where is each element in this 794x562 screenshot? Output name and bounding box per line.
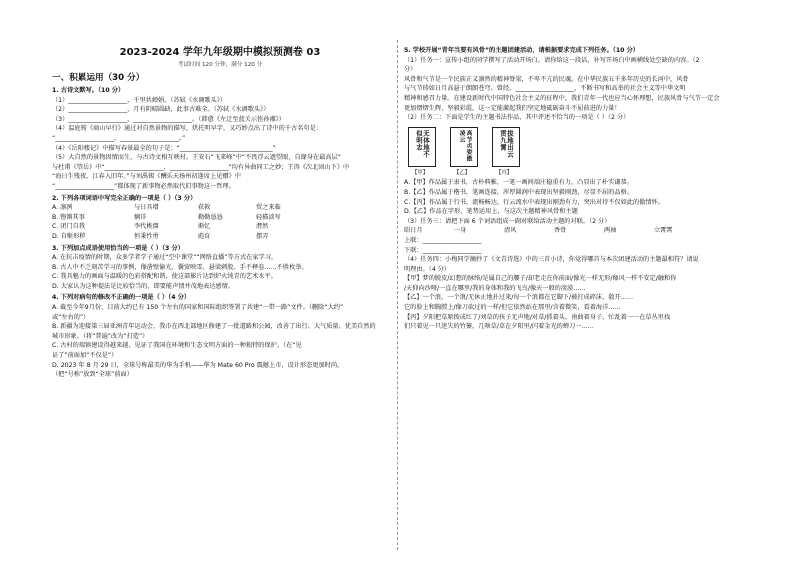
- word-item: 一身: [454, 227, 467, 235]
- couplet-words: [404, 226, 744, 236]
- option-b-cont: 城市形象。（将“普遍”改为“打造”）: [52, 332, 149, 340]
- upper-couplet: 上联：___________________: [404, 236, 482, 244]
- task-1-cont: 分）: [404, 66, 417, 74]
- poem-bing: 【丙】夕阳把草原拨成红了/刘草的孩子无声地/对草/抓着头，南曲着身子，忙乱着一一在草丛里找: [404, 313, 671, 321]
- option-cell: 恒秉性勇: [134, 232, 159, 240]
- question-2-head: 2. 下列各项词语中写完全正确的一项是（ ）（3 分）: [52, 194, 197, 202]
- question-4-head: 4. 下列对病句的修改不正确的一项是（ ）（4 分）: [52, 294, 191, 302]
- passage-line: 更加熠熠生辉、坚毅彩霞，这一定能激起我们坚定地砥砺奋斗不屈前进的力量！: [404, 104, 621, 112]
- exam-subtitle: 考试时间 120 分钟，满分 120 分: [177, 62, 263, 68]
- word-item: 立霄霄: [654, 227, 673, 235]
- passage-line: 风骨和气节是一个民族正义凛然的精神脊梁，不卑不亢的民魂。在中华民族五千多年历史的长河中，风骨: [404, 75, 689, 83]
- left-column: [52, 46, 388, 380]
- option-d: D.【乙】作品在字形，笔势运用上，与这次主题精神风骨和主题: [404, 208, 578, 216]
- q1-line: “海日生残夜，江春入旧年。”与刘禹锡《酬乐天扬州初逢席上见赠》中: [52, 173, 241, 181]
- option-cell: 勤勤恳恳: [198, 213, 223, 221]
- option-d: D. 2023 年 8 月 29 日，全球号称最美的华为手机——华为 Mate 60 Pro 震撼上市，设计形态更加时尚。: [52, 361, 344, 369]
- calligraphy-text: 高节贞姿傲凌云: [458, 129, 471, 162]
- task-4-cont: 明理由。（4 分）: [404, 265, 451, 273]
- question-5: [404, 46, 744, 332]
- column-divider: [397, 40, 398, 550]
- option-cell: 李代桃僵: [134, 223, 159, 231]
- caption-bing: 【丙】: [496, 169, 513, 176]
- option-row: [52, 232, 388, 242]
- q1-line: （3）___________________，___________________。（韩愈《左迁至蓝关示侄孙湘》）: [52, 115, 285, 123]
- calligraphy-text: 拔地出云贯九霄: [499, 129, 514, 158]
- poem-bing-cont: 们只着见一只迷失的竹篓，几啥草/草在夕阳里/闪着金光的蝉刀一……: [404, 323, 594, 331]
- option-cell: 轻描淡写: [256, 213, 281, 221]
- option-a: A. 在抗击疫情的时期，众多学者学子通过“空中课堂”“网络直播”等方式在家学习。: [52, 254, 278, 262]
- option-cell: 与日具增: [134, 204, 159, 212]
- word-item: 两袖: [604, 227, 617, 235]
- q1-line: “___________________”都体现了新事物必然取代旧事物这一哲理。: [52, 182, 235, 190]
- section-heading: 一、积累运用（30 分）: [52, 73, 145, 83]
- option-cell: 摆弄: [256, 232, 269, 240]
- option-c-cont: 证了”前面加“不仅是”）: [52, 352, 118, 360]
- calligraphy-works: [408, 127, 744, 167]
- option-cell: A. 凛冽: [52, 204, 73, 212]
- question-3-head: 3. 下列加点成语使用恰当的一项是（ ）（3 分）: [52, 244, 184, 252]
- question-1-head: 1. 古诗文默写。（10 分）: [52, 87, 125, 94]
- option-b: B. 新疆为迎接第三届亚洲青年运动会，我市在西北部地区修建了一批道路和公园，改善了出行、大气质量、优美自然的: [52, 323, 376, 331]
- question-2: [52, 194, 388, 242]
- option-cell: C. 闭门自我: [52, 223, 86, 231]
- q1-line: （1）___________________，千里共婵娟。（苏轼《水调歌头》）: [52, 96, 227, 104]
- calligraphy-text: 无体地不似明志: [415, 129, 430, 158]
- lower-couplet: 下联：___________________: [404, 246, 482, 254]
- option-cell: 获救: [198, 204, 211, 212]
- option-cell: 潸然: [256, 223, 269, 231]
- option-a-cont: 或“左右的”）: [52, 313, 90, 321]
- option-c: C. 我具魅力的画面与温暖的色彩搭配和谐，使这部影片达到炉火纯青的艺术水平。: [52, 273, 277, 281]
- option-d: D. 大家认为这种提法是比较恰当的，即要能声情并茂地表达感情。: [52, 282, 234, 290]
- option-row: [52, 203, 388, 213]
- q1-line: （5）大自然的景物因情而生，与古诗文相互映衬。王安石“飞来峰”中“不畏浮云遮望眼，自缘身在最高层”: [52, 154, 342, 162]
- right-column: [404, 46, 744, 332]
- passage-line: 与气节铸如日月高悬于朗朗苍穹。曾经，___________________，不断书写和高举的社会主义等中华文明: [404, 85, 686, 93]
- option-d-cont: （把“号称”放到“全球”前面）: [52, 371, 133, 379]
- calligraphy-jia: [408, 127, 436, 167]
- option-cell: 娴详: [134, 213, 147, 221]
- word-item: 香骨: [554, 227, 567, 235]
- option-a: A. 截至今年9月份，目前大约已有 150 个左右的国家和国际组织签署了共建“一带一路”文件。（删除“大约”: [52, 304, 344, 312]
- q1-line: （2）___________________，月有阴晴圆缺，此事古难全。（苏轼《水调歌头》）: [52, 106, 270, 114]
- option-cell: B. 铿锵其事: [52, 213, 85, 221]
- exam-title: 2023-2024 学年九年级期中模拟预测卷 03: [119, 47, 321, 58]
- calligraphy-bing: [492, 127, 520, 167]
- option-a: A.【甲】作品属于隶书，古朴典雅，一笔一画间端庄稳重有力，凸显出了朴实谦恭。: [404, 179, 633, 187]
- calligraphy-captions: [412, 169, 744, 179]
- q1-line: 与杜甫《望岳》中“___________________，___________________”均有异曲同工之妙；王涛《次北固山下》中: [52, 163, 350, 171]
- q1-line: （4）温庭筠《商山早行》通过对自然景物的描写，烘托明早字，又巧妙点出了诗中的千古名句是：: [52, 125, 322, 133]
- question-1: [52, 86, 388, 192]
- q1-line: “___________________，___________________。”: [52, 134, 186, 142]
- question-3: [52, 244, 388, 292]
- q1-line: （4）《岳阳楼记》中描写春景最全的句子是：“______________________________”: [52, 144, 276, 152]
- question-5-head: 5. 学校开展“青年当要有风骨”的主题团建活动，请根据要求完成下列任务。（10 分）: [404, 47, 639, 54]
- passage-line: 精神和感召力量。在建设新时代中国特色社会主义的征程中，我们青年一代也应当心怀理想，民族风骨与气节一定会: [404, 94, 720, 102]
- option-cell: 彪育: [198, 232, 211, 240]
- option-cell: 渐忆: [198, 223, 211, 231]
- caption-yi: 【乙】: [454, 169, 471, 176]
- option-cell: D. 自惭形秽: [52, 232, 86, 240]
- word-item: 昭日月: [404, 227, 423, 235]
- option-c: C. 古村的瑞镇建设得越来越，见证了我国在环境和生态文明方面的一种独特的保护。（在“见: [52, 342, 302, 350]
- option-b: B. 古人中不乏刻苦学习的事例，像凿壁偷光、囊萤映雪、悬梁刺股、手不释卷……不胜枚举。: [52, 263, 308, 271]
- task-4: （4）任务四：小梅同学摘抄了《文青诗选》中的三首小诗，你觉得哪首与本次团建活动的主题最相符？请说: [404, 256, 699, 264]
- word-item: 清风: [504, 227, 517, 235]
- task-2: （2）任务二：下面是学生的主题书法作品，其中评述不恰当的一项是（ ）（2 分）: [404, 114, 630, 122]
- poem-jia-cont: /天仰向沙哑/一直在哪里/我的身体和我的飞鸟/像天一般的淡漠……: [404, 284, 586, 292]
- poem-yi: 【乙】一个浪，一个浪/无休止地扑过来/每一个浪都在它脚下/被打成碎沫，散开……: [404, 294, 634, 302]
- option-row: [52, 222, 388, 232]
- calligraphy-yi: [450, 127, 478, 167]
- option-b: B.【乙】作品属于楷书，笔画连接，浑厚圆润中表现出坚毅刚劲，尽显不屈的品格。: [404, 188, 633, 196]
- task-1: （1）任务一：宣传小组的同学撰写了活动开场白，请你给这一段话，补写开场白中画横线处空缺的内容。（2: [404, 56, 700, 64]
- question-4: [52, 293, 388, 379]
- task-3: （3）任务三：请把下面 6 个词语组成一副对联给活动主题的对联。（2 分）: [404, 217, 611, 225]
- option-c: C.【丙】作品属于行书，流畅畅达，行云流水中表现出刚劲有力，突出对待不仅如此的傲情怀。: [404, 198, 664, 206]
- poem-yi-cont: 它的脸上和胸膛上/像刀砍过的一样/但它依然站在那里/含着微笑，看着海洋……: [404, 304, 621, 312]
- option-row: [52, 213, 388, 223]
- caption-jia: 【甲】: [412, 169, 429, 176]
- option-cell: 贸之来临: [256, 204, 281, 212]
- poem-jia: 【甲】梦的脱皮/幻想的脉络/是属自己的腰子/却老走在你前面/像光一样无形/像风一样不安定/触和你: [404, 275, 677, 283]
